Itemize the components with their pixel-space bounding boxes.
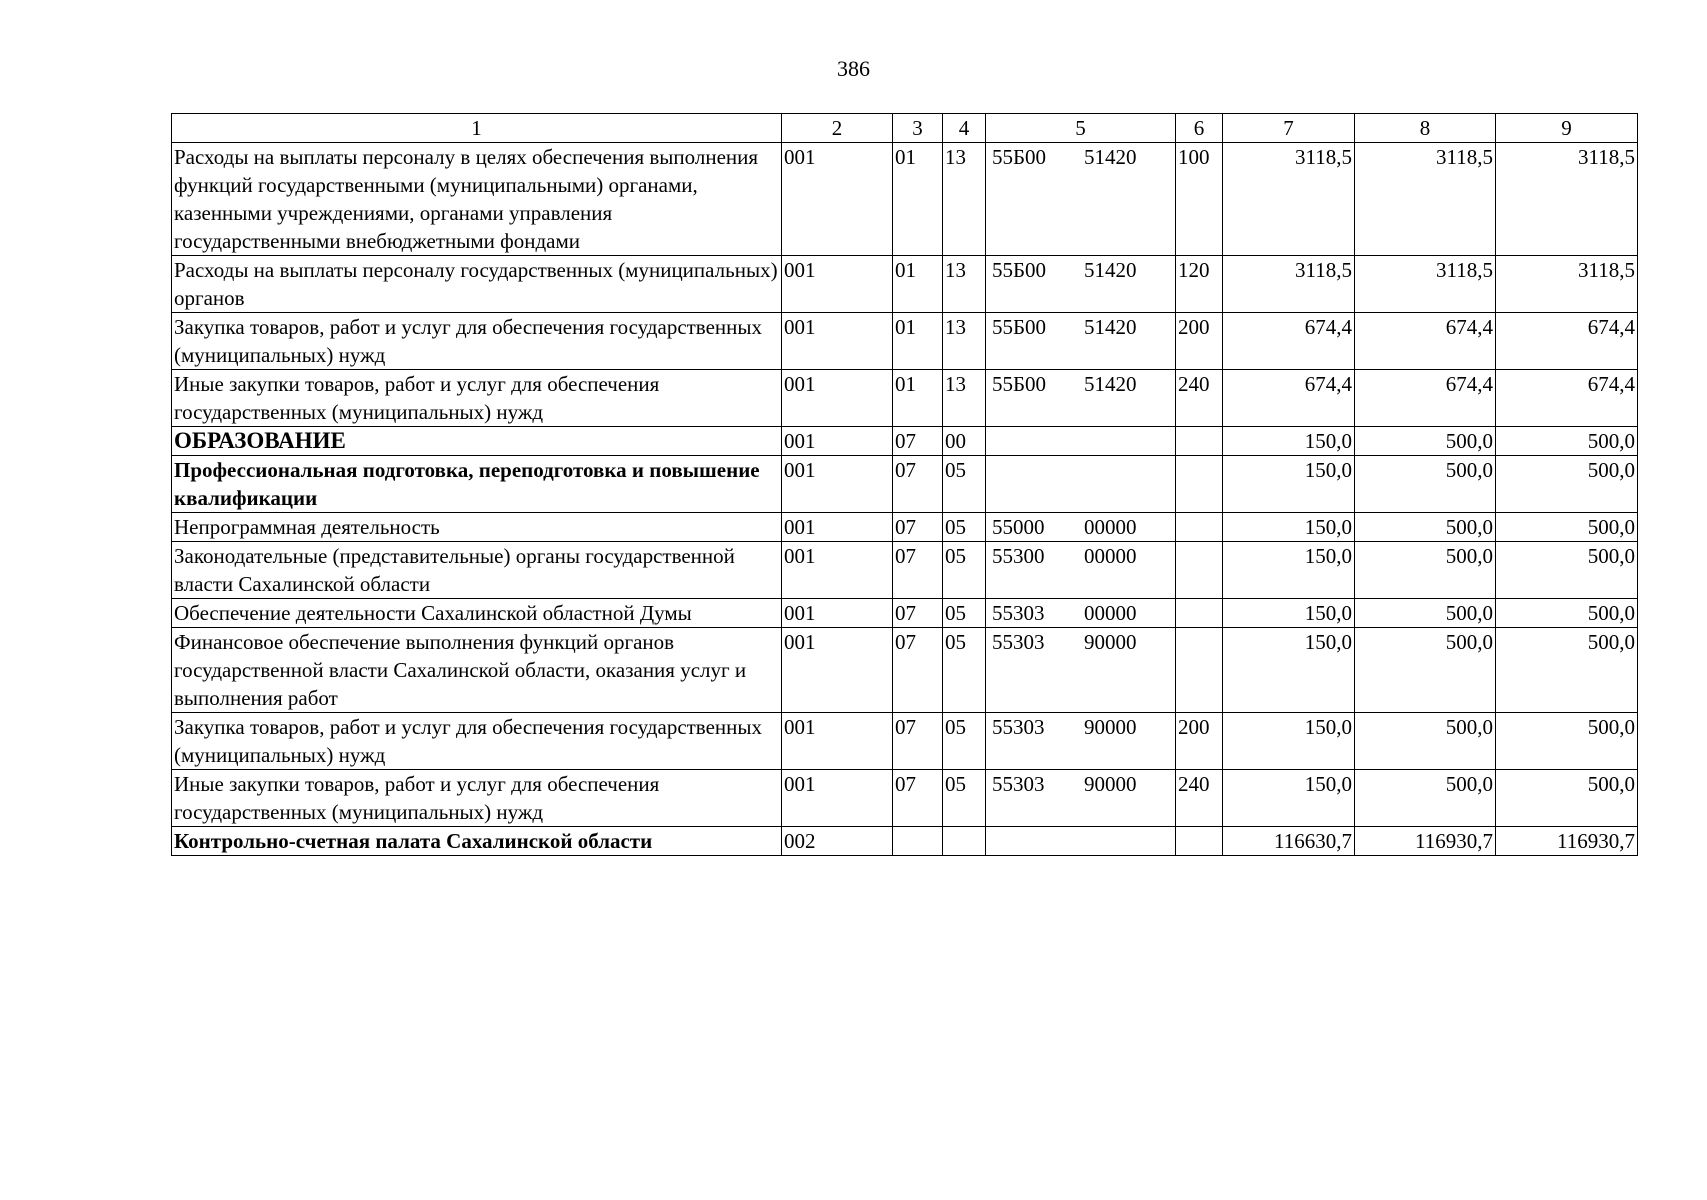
subsection-code-cell: 00 <box>943 427 986 456</box>
ministry-code-cell: 001 <box>782 143 893 256</box>
expense-type-cell <box>1176 542 1223 599</box>
program-code: 55Б00 <box>992 372 1047 396</box>
header-cell-7: 7 <box>1223 114 1355 143</box>
target-article-cell <box>986 456 1176 513</box>
direction-code: 90000 <box>1084 630 1137 654</box>
table-row <box>172 713 1638 770</box>
row-name-cell: Профессиональная подготовка, переподготовка и повышение квалификации <box>172 456 782 513</box>
amount-col-7-cell: 150,0 <box>1223 770 1355 827</box>
direction-code: 00000 <box>1084 515 1137 539</box>
budget-table <box>171 113 1638 856</box>
program-code: 55303 <box>992 630 1045 654</box>
ministry-code-cell: 001 <box>782 370 893 427</box>
table-header <box>172 114 1638 143</box>
table-row <box>172 827 1638 856</box>
header-cell-8: 8 <box>1355 114 1496 143</box>
row-name-cell: Финансовое обеспечение выполнения функций органов государственной власти Сахалинской области, оказания услуг и выполнения работ <box>172 628 782 713</box>
amount-col-9-cell: 500,0 <box>1496 713 1638 770</box>
amount-col-7-cell: 116630,7 <box>1223 827 1355 856</box>
subsection-code-cell <box>943 827 986 856</box>
program-code: 55303 <box>992 715 1045 739</box>
row-name-cell: Расходы на выплаты персоналу государственных (муниципальных) органов <box>172 256 782 313</box>
amount-col-7-cell: 150,0 <box>1223 542 1355 599</box>
amount-col-8-cell: 674,4 <box>1355 313 1496 370</box>
program-code: 55Б00 <box>992 258 1047 282</box>
direction-code: 51420 <box>1084 372 1137 396</box>
amount-col-8-cell: 500,0 <box>1355 628 1496 713</box>
amount-col-7-cell: 150,0 <box>1223 427 1355 456</box>
section-code-cell: 07 <box>893 542 943 599</box>
subsection-code-cell: 13 <box>943 313 986 370</box>
expense-type-cell: 240 <box>1176 770 1223 827</box>
amount-col-8-cell: 3118,5 <box>1355 256 1496 313</box>
target-article-cell <box>986 143 1176 256</box>
amount-col-9-cell: 500,0 <box>1496 542 1638 599</box>
section-code-cell: 07 <box>893 513 943 542</box>
header-cell-9: 9 <box>1496 114 1638 143</box>
amount-col-8-cell: 500,0 <box>1355 456 1496 513</box>
expense-type-cell <box>1176 456 1223 513</box>
subsection-code-cell: 13 <box>943 143 986 256</box>
amount-col-8-cell: 500,0 <box>1355 427 1496 456</box>
amount-col-7-cell: 150,0 <box>1223 456 1355 513</box>
section-code-cell: 07 <box>893 599 943 628</box>
direction-code: 90000 <box>1084 715 1137 739</box>
amount-col-8-cell: 500,0 <box>1355 713 1496 770</box>
amount-col-9-cell: 500,0 <box>1496 770 1638 827</box>
amount-col-7-cell: 674,4 <box>1223 313 1355 370</box>
amount-col-7-cell: 150,0 <box>1223 628 1355 713</box>
subsection-code-cell: 05 <box>943 599 986 628</box>
target-article-cell <box>986 542 1176 599</box>
target-article-cell <box>986 427 1176 456</box>
subsection-code-cell: 13 <box>943 256 986 313</box>
row-name-cell: Контрольно-счетная палата Сахалинской области <box>172 827 782 856</box>
direction-code: 00000 <box>1084 544 1137 568</box>
target-article-cell <box>986 628 1176 713</box>
header-cell-6: 6 <box>1176 114 1223 143</box>
section-code-cell <box>893 827 943 856</box>
expense-type-cell <box>1176 513 1223 542</box>
row-name-cell: Закупка товаров, работ и услуг для обеспечения государственных (муниципальных) нужд <box>172 713 782 770</box>
row-name-cell: Иные закупки товаров, работ и услуг для обеспечения государственных (муниципальных) нужд <box>172 370 782 427</box>
amount-col-9-cell: 3118,5 <box>1496 256 1638 313</box>
amount-col-9-cell: 674,4 <box>1496 370 1638 427</box>
page-number: 386 <box>837 56 870 81</box>
direction-code: 51420 <box>1084 145 1137 169</box>
row-name-cell: Иные закупки товаров, работ и услуг для обеспечения государственных (муниципальных) нужд <box>172 770 782 827</box>
ministry-code-cell: 001 <box>782 427 893 456</box>
target-article-cell <box>986 370 1176 427</box>
program-code: 55Б00 <box>992 315 1047 339</box>
target-article-cell <box>986 770 1176 827</box>
amount-col-7-cell: 150,0 <box>1223 513 1355 542</box>
section-code-cell: 07 <box>893 713 943 770</box>
expense-type-cell: 120 <box>1176 256 1223 313</box>
amount-col-8-cell: 500,0 <box>1355 542 1496 599</box>
section-code-cell: 07 <box>893 628 943 713</box>
ministry-code-cell: 001 <box>782 456 893 513</box>
subsection-code-cell: 05 <box>943 542 986 599</box>
target-article-cell <box>986 713 1176 770</box>
section-code-cell: 07 <box>893 456 943 513</box>
expense-type-cell: 100 <box>1176 143 1223 256</box>
amount-col-8-cell: 500,0 <box>1355 513 1496 542</box>
amount-col-7-cell: 150,0 <box>1223 713 1355 770</box>
table-row <box>172 513 1638 542</box>
ministry-code-cell: 001 <box>782 313 893 370</box>
amount-col-8-cell: 116930,7 <box>1355 827 1496 856</box>
expense-type-cell: 200 <box>1176 713 1223 770</box>
ministry-code-cell: 001 <box>782 628 893 713</box>
header-cell-5: 5 <box>986 114 1176 143</box>
table-row <box>172 427 1638 456</box>
table-row <box>172 143 1638 256</box>
amount-col-7-cell: 674,4 <box>1223 370 1355 427</box>
amount-col-8-cell: 674,4 <box>1355 370 1496 427</box>
program-code: 55Б00 <box>992 145 1047 169</box>
target-article-cell <box>986 256 1176 313</box>
table-row <box>172 370 1638 427</box>
subsection-code-cell: 05 <box>943 513 986 542</box>
header-row <box>172 114 1638 143</box>
direction-code: 51420 <box>1084 258 1137 282</box>
row-name-cell: ОБРАЗОВАНИЕ <box>172 427 782 456</box>
amount-col-8-cell: 500,0 <box>1355 599 1496 628</box>
table-row <box>172 256 1638 313</box>
program-code: 55300 <box>992 544 1045 568</box>
table-row <box>172 313 1638 370</box>
header-cell-4: 4 <box>943 114 986 143</box>
header-cell-2: 2 <box>782 114 893 143</box>
table-body <box>172 143 1638 856</box>
table-row <box>172 542 1638 599</box>
header-cell-1: 1 <box>172 114 782 143</box>
expense-type-cell <box>1176 599 1223 628</box>
amount-col-9-cell: 500,0 <box>1496 427 1638 456</box>
amount-col-7-cell: 3118,5 <box>1223 143 1355 256</box>
amount-col-9-cell: 674,4 <box>1496 313 1638 370</box>
expense-type-cell <box>1176 827 1223 856</box>
table-row <box>172 456 1638 513</box>
row-name-cell: Закупка товаров, работ и услуг для обеспечения государственных (муниципальных) нужд <box>172 313 782 370</box>
subsection-code-cell: 05 <box>943 770 986 827</box>
subsection-code-cell: 05 <box>943 628 986 713</box>
header-cell-3: 3 <box>893 114 943 143</box>
program-code: 55000 <box>992 515 1045 539</box>
subsection-code-cell: 05 <box>943 456 986 513</box>
ministry-code-cell: 001 <box>782 256 893 313</box>
amount-col-8-cell: 500,0 <box>1355 770 1496 827</box>
row-name-cell: Непрограммная деятельность <box>172 513 782 542</box>
ministry-code-cell: 001 <box>782 599 893 628</box>
ministry-code-cell: 001 <box>782 713 893 770</box>
row-name-cell: Законодательные (представительные) органы государственной власти Сахалинской области <box>172 542 782 599</box>
section-code-cell: 01 <box>893 370 943 427</box>
section-code-cell: 01 <box>893 313 943 370</box>
program-code: 55303 <box>992 601 1045 625</box>
subsection-code-cell: 05 <box>943 713 986 770</box>
amount-col-9-cell: 116930,7 <box>1496 827 1638 856</box>
section-code-cell: 01 <box>893 143 943 256</box>
ministry-code-cell: 001 <box>782 513 893 542</box>
target-article-cell <box>986 313 1176 370</box>
row-name-cell: Расходы на выплаты персоналу в целях обеспечения выполнения функций государственными (муниципальными) органами, казенными учреждениями, органами управления государственными внебюджетными фондами <box>172 143 782 256</box>
subsection-code-cell: 13 <box>943 370 986 427</box>
expense-type-cell: 200 <box>1176 313 1223 370</box>
target-article-cell <box>986 827 1176 856</box>
section-code-cell: 01 <box>893 256 943 313</box>
target-article-cell <box>986 599 1176 628</box>
table-row <box>172 770 1638 827</box>
section-code-cell: 07 <box>893 427 943 456</box>
amount-col-8-cell: 3118,5 <box>1355 143 1496 256</box>
amount-col-9-cell: 500,0 <box>1496 628 1638 713</box>
table-row <box>172 599 1638 628</box>
program-code: 55303 <box>992 772 1045 796</box>
direction-code: 51420 <box>1084 315 1137 339</box>
section-code-cell: 07 <box>893 770 943 827</box>
row-name-cell: Обеспечение деятельности Сахалинской областной Думы <box>172 599 782 628</box>
amount-col-7-cell: 150,0 <box>1223 599 1355 628</box>
amount-col-9-cell: 500,0 <box>1496 599 1638 628</box>
table-row <box>172 628 1638 713</box>
amount-col-9-cell: 3118,5 <box>1496 143 1638 256</box>
amount-col-9-cell: 500,0 <box>1496 456 1638 513</box>
target-article-cell <box>986 513 1176 542</box>
ministry-code-cell: 002 <box>782 827 893 856</box>
expense-type-cell <box>1176 427 1223 456</box>
ministry-code-cell: 001 <box>782 770 893 827</box>
amount-col-9-cell: 500,0 <box>1496 513 1638 542</box>
amount-col-7-cell: 3118,5 <box>1223 256 1355 313</box>
expense-type-cell <box>1176 628 1223 713</box>
expense-type-cell: 240 <box>1176 370 1223 427</box>
ministry-code-cell: 001 <box>782 542 893 599</box>
direction-code: 00000 <box>1084 601 1137 625</box>
direction-code: 90000 <box>1084 772 1137 796</box>
